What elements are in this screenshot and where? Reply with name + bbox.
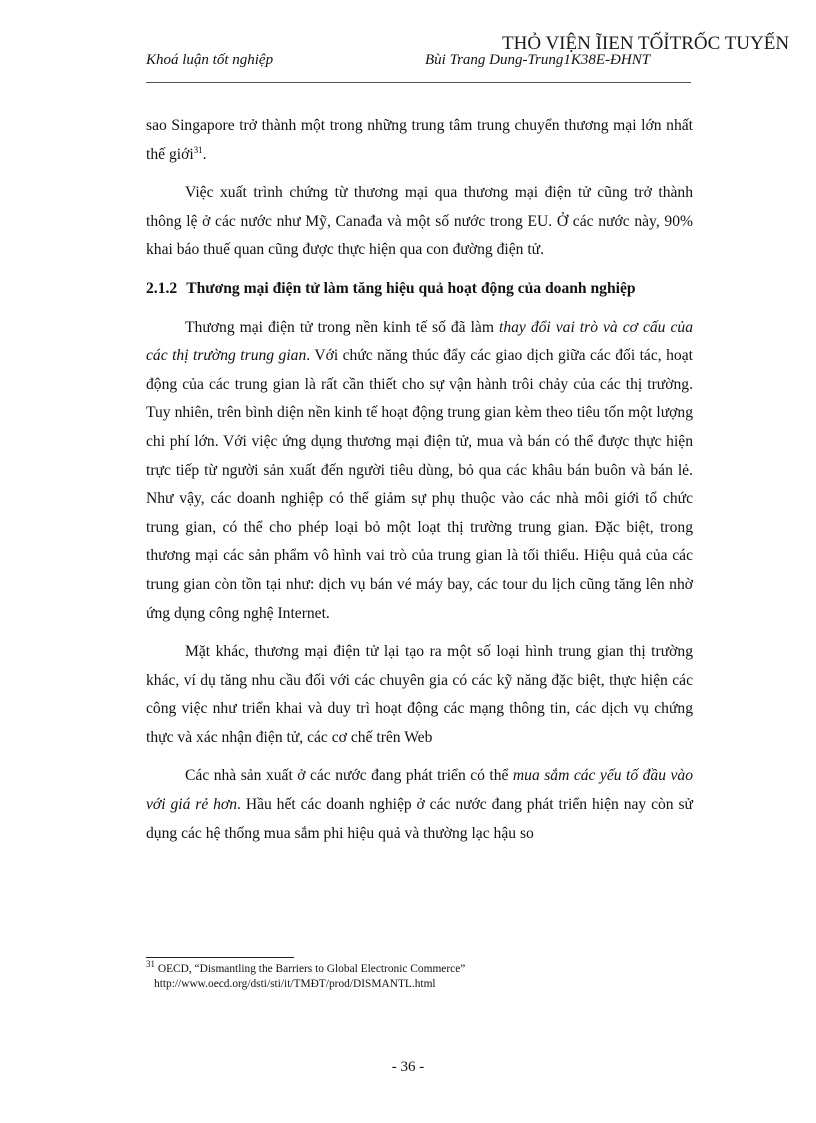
footnote-divider <box>146 957 294 958</box>
paragraph-new-intermediaries: Mặt khác, thương mại điện tử lại tạo ra một số loại hình trung gian thị trường khác, ví dụ tăng nhu cầu đối với các chuyên gia có các kỹ năng đặc biệt, thực hiện các công việc như triển khai và duy trì hoạt động các mạng thông tin, các dịch vụ chứng thực và xác nhận điện tử, các cơ chế trên Web <box>146 643 693 746</box>
watermark-stamp: THỎ VIỆN ĨIEN TỐỈTRỐC TUYẾN <box>502 33 790 54</box>
page-body <box>146 112 693 858</box>
footnote-reference: 31 <box>193 144 203 155</box>
header-divider <box>146 82 691 83</box>
paragraph-text: Thương mại điện tử trong nền kinh tế số đã làm <box>185 318 499 336</box>
paragraph-producers <box>146 762 693 848</box>
footnote-citation <box>146 959 696 977</box>
paragraph-text: sao Singapore trở thành một trong những trung tâm trung chuyển thương mại lớn nhất thế giới <box>146 117 693 163</box>
emphasis-text: thay đổi vai trò và cơ cấu của các thị trường trung gian <box>146 318 693 365</box>
footnote <box>146 959 696 992</box>
paragraph-continuation <box>146 112 693 169</box>
paragraph-text: . Hầu hết các doanh nghiệp ở các nước đang phát triển hiện nay còn sử dụng các hệ thống mua sắm phi hiệu quả và thường lạc hậu so <box>146 796 693 842</box>
section-heading <box>146 275 693 304</box>
paragraph-text: Các nhà sản xuất ở các nước đang phát triển có thể <box>185 767 513 785</box>
header-author: Bùi Trang Dung-Trung1K38E-ĐHNT <box>425 52 651 68</box>
footnote-url: http://www.oecd.org/dsti/sti/it/TMĐT/prod/DISMANTL.html <box>154 978 436 990</box>
paragraph-intermediaries <box>146 314 693 629</box>
paragraph-text: . Với chức năng thúc đẩy các giao dịch giữa các đối tác, hoạt động của các trung gian là rất cần thiết cho sự vận hành trôi chảy của các thị trường. Tuy nhiên, trên bình diện nền kinh tế hoạt động trung gian kèm theo tiêu tốn một lượng chi phí lớn. Với việc ứng dụng thương mại điện tử, mua và bán có thể được thực hiện trực tiếp từ người sản xuất đến người tiêu dùng, bỏ qua các khâu bán buôn và bán lẻ. Như vậy, các doanh nghiệp có thể giảm sự phụ thuộc vào các nhà môi giới tổ chức trung gian, có thể cho phép loại bỏ một loạt thị trường trung gian. Đặc biệt, trong thương mại các sản phẩm vô hình vai trò của trung gian là tối thiểu. Hiệu quả của các trung gian còn tồn tại như: dịch vụ bán vé máy bay, các tour du lịch cũng tăng lên nhờ ứng dụng công nghệ Internet. <box>146 347 693 622</box>
page-number: - 36 - <box>391 1059 425 1075</box>
paragraph-end: . <box>202 145 207 163</box>
footnote-text: OECD, “Dismantling the Barriers to Global Electronic Commerce” <box>157 963 466 975</box>
emphasis-text: mua sắm các yếu tố đầu vào với giá rẻ hơn <box>146 767 693 814</box>
section-number: 2.1.2 <box>146 279 178 297</box>
paragraph-customs: Việc xuất trình chứng từ thương mại qua thương mại điện tử cũng trở thành thông lệ ở các nước như Mỹ, Canađa và một số nước trong EU. Ở các nước này, 90% khai báo thuế quan cũng được thực hiện qua con đường điện tử. <box>146 184 693 259</box>
footnote-marker: 31 <box>146 959 155 970</box>
header-thesis-label: Khoá luận tốt nghiệp <box>146 52 274 68</box>
section-title: Thương mại điện tử làm tăng hiệu quả hoạt động của doanh nghiệp <box>186 279 636 297</box>
